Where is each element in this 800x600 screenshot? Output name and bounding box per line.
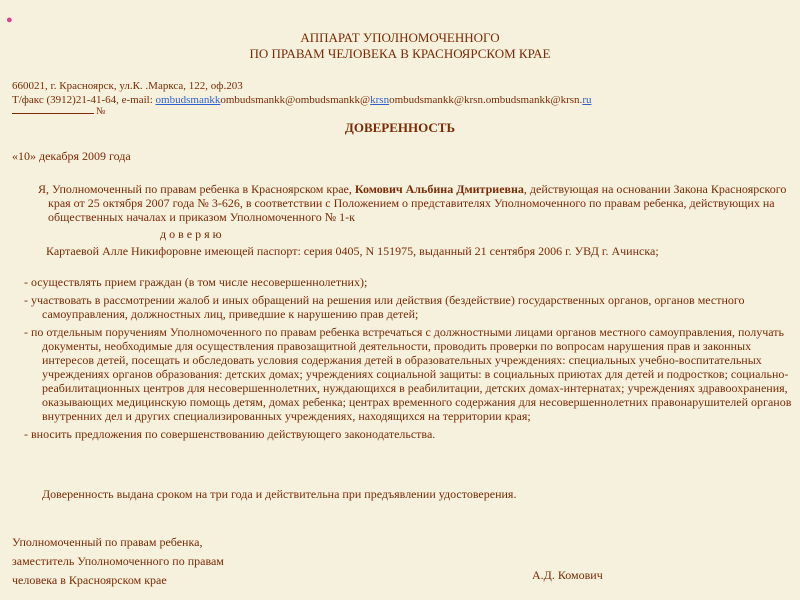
address-line: 660021, г. Красноярск, ул.К. .Маркса, 122, оф.203 xyxy=(12,80,243,92)
trust-word: д о в е р я ю xyxy=(160,227,222,241)
phone-text: Т/факс (3912)21-41-64, e-mail: xyxy=(12,94,156,106)
document-date: «10» декабря 2009 года xyxy=(12,149,131,163)
signature-line-3: человека в Красноярском крае xyxy=(12,573,167,587)
representative-paragraph xyxy=(12,244,792,258)
list-item: - по отдельным поручениям Уполномоченного по правам ребенка встречаться с должностными лицами органов местного самоуправления, получать документы, необходимые для осуществления правозащитной деятельности, проводить проверки по вопросам нарушения прав и законных интересов детей, посещать и обследовать условия содержания детей в образовательных учреждениях: специальных учебно-воспитательных учреждениях органов образования: детских домах; учреждениях социальной защиты: в социальных приютах для детей и подростков; социально-реабилитационных центров для несовершеннолетних, нуждающихся в реабилитации, детских домах-интернатах; учреждениях здравоохранения, оказывающих медицинскую помощь детям, домах ребенка; центрах временного содержания для несовершеннолетних правонарушителей органов внутренних дел и других специализированных учреждениях, находящихся на территории края; xyxy=(24,325,792,423)
signature-line-2: заместитель Уполномоченного по правам xyxy=(12,554,224,568)
intro-text-2: , действующая на основании Закона Красноярского края от 25 октября 2007 года № 3-626, в соответствии с Положением о представителях Уполномоченного по правам ребенка, действующих на общественных началах и приказом Уполномоченного № 1-к xyxy=(48,182,787,224)
email-link-1[interactable]: ombudsmankk xyxy=(155,94,221,106)
document-title: ДОВЕРЕННОСТЬ xyxy=(344,120,456,135)
email-text-2: ombudsmankk@krsn. xyxy=(389,94,486,106)
intro-paragraph xyxy=(12,182,792,224)
signatory-name: А.Д. Комович xyxy=(532,568,603,582)
validity-statement: Доверенность выдана сроком на три года и действительна при предъявлении удостоверения. xyxy=(42,487,517,501)
list-item: - участвовать в рассмотрении жалоб и иных обращений на решения или действия (бездействие) государственных органов, органов местного самоуправления, должностных лиц, приведшие к нарушению прав детей; xyxy=(24,293,745,321)
list-item: - осуществлять прием граждан (в том числе несовершеннолетних); xyxy=(24,275,368,289)
number-line xyxy=(12,106,106,117)
signature-line-1: Уполномоченный по правам ребенка, xyxy=(12,535,203,549)
signature-block xyxy=(12,533,224,590)
email-text-3: ombudsmankk@krsn. xyxy=(485,94,583,106)
email-link-3[interactable]: ru xyxy=(582,94,592,106)
agent-name: Комович Альбина Дмитриевна xyxy=(354,182,524,196)
number-mark: № xyxy=(96,106,106,117)
email-text-1: ombudsmankk@ombudsmankk@ xyxy=(220,94,371,106)
header-line-2: ПО ПРАВАМ ЧЕЛОВЕКА В КРАСНОЯРСКОМ КРАЕ xyxy=(249,46,551,61)
email-link-2[interactable]: krsn xyxy=(370,94,390,106)
number-underline xyxy=(12,113,94,114)
list-item: - вносить предложения по совершенствованию действующего законодательства. xyxy=(24,427,436,441)
powers-list xyxy=(12,275,792,441)
contact-line xyxy=(12,94,591,106)
bullet-icon: ● xyxy=(6,14,13,26)
intro-text-1: Я, Уполномоченный по правам ребенка в Красноярском крае, xyxy=(38,182,355,196)
representative-text: Картаевой Алле Никифоровне имеющей паспорт: серия 0405, N 151975, выданный 21 сентября 2006 г. УВД г. Ачинска; xyxy=(46,244,659,258)
header-line-1: АППАРАТ УПОЛНОМОЧЕННОГО xyxy=(300,30,500,45)
